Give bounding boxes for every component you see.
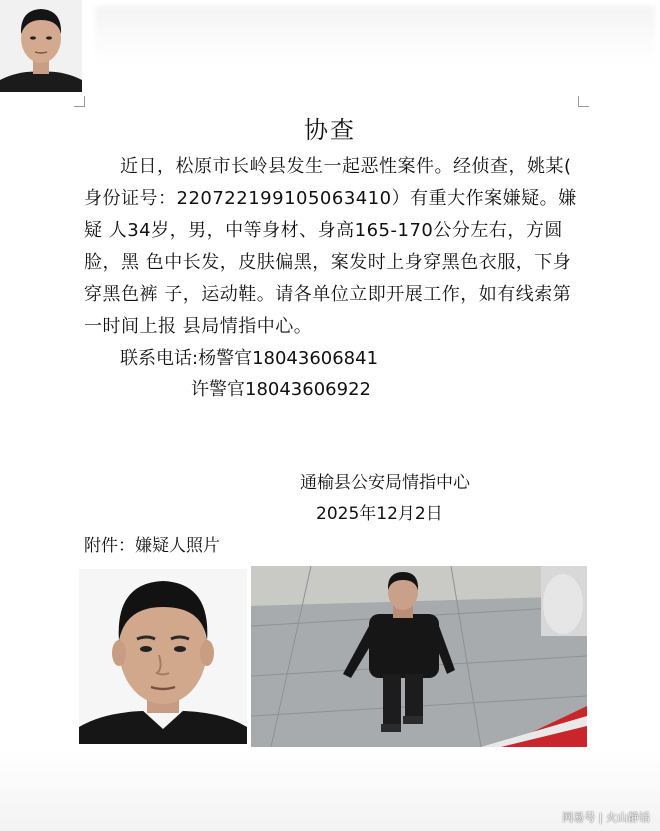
source-watermark: 网易号 | 火山静话 (562, 811, 650, 824)
page-corner-mark-right (578, 96, 589, 107)
paragraph-line: 人34岁，男，中等身材、身高165-170公分左右，方圆脸，黑 (84, 220, 563, 273)
contact-line-1: 联系电话:杨警官18043606841 (120, 348, 379, 369)
issuing-office: 通榆县公安局情指中心 (300, 473, 470, 493)
paragraph-line: 身份证号：220722199105063410）有重大作案嫌疑。嫌疑 (84, 188, 577, 241)
notice-body (84, 151, 584, 343)
surveillance-photo (251, 566, 587, 747)
paragraph-line: 色中长发，皮肤偏黑，案发时上身穿黑色衣服，下身穿黑色裤 (84, 252, 572, 305)
paragraph-line: 近日，松原市长岭县发生一起恶性案件。经侦查，姚某( (120, 156, 572, 177)
bottom-fade-area (0, 748, 660, 831)
notice-paragraph (84, 151, 584, 343)
portrait-illustration (0, 0, 82, 92)
paragraph-line: 子，运动鞋。请各单位立即开展工作，如有线索第一时间上报 (84, 284, 572, 337)
paragraph-line: 县局情指中心。 (182, 316, 313, 337)
page-corner-mark-left (74, 96, 85, 107)
attachment-label: 附件：嫌疑人照片 (84, 536, 220, 556)
portrait-illustration (79, 569, 247, 744)
notice-title: 协查 (304, 116, 356, 144)
contact-line-2: 许警官18043606922 (191, 379, 371, 400)
blurred-header-area (95, 6, 655, 64)
suspect-portrait-photo (79, 569, 247, 744)
issue-date: 2025年12月2日 (316, 504, 443, 524)
top-portrait-thumbnail (0, 0, 82, 92)
cctv-scene-illustration (251, 566, 587, 747)
